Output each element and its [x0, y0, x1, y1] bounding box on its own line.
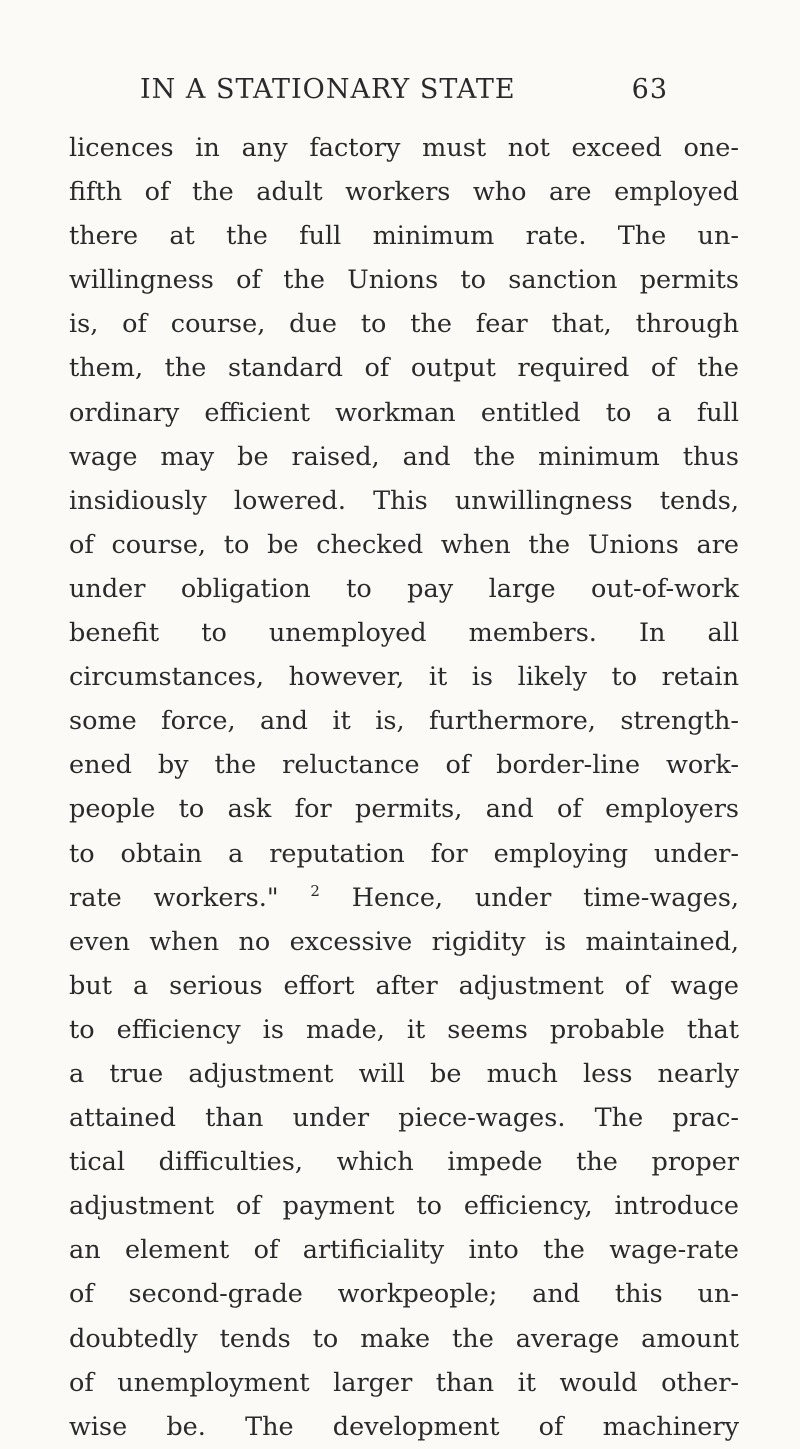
text-line: wage may be raised, and the minimum thus — [69, 441, 739, 472]
footnote-reference[interactable]: 2 — [310, 881, 320, 900]
text-line: some force, and it is, furthermore, strength- — [69, 706, 739, 737]
text-line: but a serious effort after adjustment of wage — [69, 970, 739, 1001]
text-line: doubtedly tends to make the average amount — [69, 1323, 739, 1354]
text-line: an element of artificiality into the wage-rate — [69, 1235, 739, 1266]
text-line: of course, to be checked when the Unions are — [69, 529, 739, 560]
text-line: tical difficulties, which impede the proper — [69, 1147, 739, 1178]
text-line: willingness of the Unions to sanction permits — [69, 265, 739, 296]
text-line: benefit to unemployed members. In all — [69, 618, 739, 649]
text-line: ened by the reluctance of border-line work- — [69, 750, 739, 781]
text-line: is, of course, due to the fear that, through — [69, 309, 739, 340]
text-line: to efficiency is made, it seems probable that — [69, 1014, 739, 1045]
running-head — [140, 70, 668, 110]
text-line: circumstances, however, it is likely to retain — [69, 662, 739, 693]
running-head-title: IN A STATIONARY STATE — [140, 74, 516, 105]
page-number: 63 — [631, 74, 668, 105]
quote-end-segment: rate workers." — [69, 882, 279, 913]
text-line: ordinary efficient workman entitled to a full — [69, 397, 739, 428]
text-line: wise be. The development of machinery — [69, 1411, 739, 1442]
body-paragraph — [69, 126, 739, 1449]
text-line: a true adjustment will be much less nearly — [69, 1058, 739, 1089]
text-line: fifth of the adult workers who are employed — [69, 177, 739, 208]
text-line: under obligation to pay large out-of-work — [69, 573, 739, 604]
text-line: licences in any factory must not exceed one- — [69, 133, 739, 163]
text-line: of unemployment larger than it would other- — [69, 1367, 739, 1398]
text-line: there at the full minimum rate. The un- — [69, 221, 739, 252]
text-line: people to ask for permits, and of employers — [69, 794, 739, 825]
text-line: even when no excessive rigidity is maintained, — [69, 926, 739, 957]
text-line: to obtain a reputation for employing under- — [69, 838, 739, 869]
text-line: them, the standard of output required of the — [69, 353, 739, 384]
text-line: insidiously lowered. This unwillingness tends, — [69, 485, 739, 516]
text-line: adjustment of payment to efficiency, introduce — [69, 1191, 739, 1222]
text-line-with-footnote — [69, 876, 739, 920]
text-line: attained than under piece-wages. The prac- — [69, 1103, 739, 1134]
text-line: of second-grade workpeople; and this un- — [69, 1279, 739, 1310]
line-continuation: Hence, under time-wages, — [351, 882, 740, 913]
